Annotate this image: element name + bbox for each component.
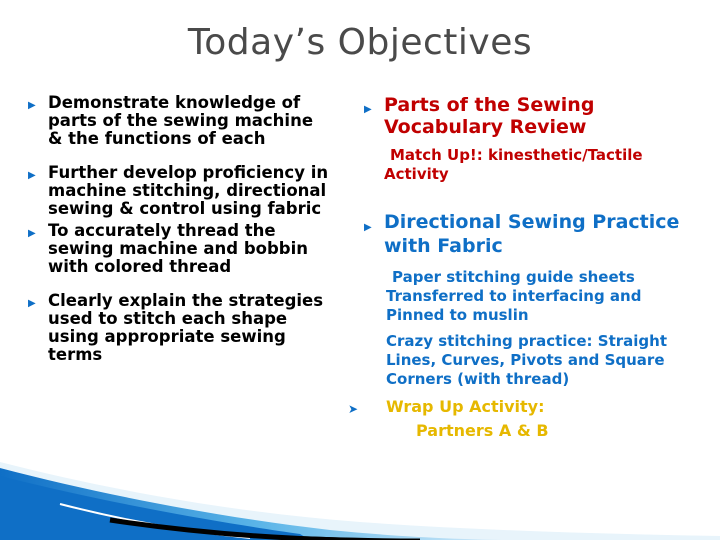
slide-title: Today’s Objectives (187, 22, 533, 63)
activity-wrap-up: ➤ Wrap Up Activity: (340, 397, 704, 417)
left-objectives-list (28, 94, 333, 380)
arrow-bullet-icon: ▶ (364, 104, 372, 115)
decorative-wave-graphic (0, 450, 720, 540)
arrow-bullet-icon: ▶ (28, 100, 36, 111)
paper-stitching-subitem: Paper stitching guide sheets Transferred to interfacing and Pinned to muslin (386, 268, 642, 324)
arrow-bullet-icon: ▶ (28, 170, 36, 181)
checkmark-bullet-icon: ➤ (348, 402, 359, 416)
arrow-bullet-icon: ▶ (28, 298, 36, 309)
arrow-bullet-icon: ▶ (364, 222, 372, 233)
objective-1: ▶ Demonstrate knowledge of parts of the sewing machine & the functions of each (28, 93, 314, 148)
activity-directional-sewing: ▶ Directional Sewing Practice with Fabric (364, 211, 680, 257)
match-up-subitem: Match Up!: kinesthetic/Tactile Activity (384, 146, 643, 183)
arrow-bullet-icon: ▶ (28, 228, 36, 239)
objective-4: ▶ Clearly explain the strategies used to stitch each shape using appropriate sewing terms (28, 291, 324, 364)
objective-2: ▶ Further develop proficiency in machine stitching, directional sewing & control using fabric (28, 163, 329, 218)
activity-vocabulary-review: ▶ Parts of the Sewing Vocabulary Review (364, 94, 595, 138)
right-activities-list (348, 94, 704, 441)
partners-subitem: Partners A & B (416, 421, 549, 440)
crazy-stitching-subitem: Crazy stitching practice: Straight Lines, Curves, Pivots and Square Corners (with thread) (386, 332, 667, 388)
objective-3: ▶ To accurately thread the sewing machine and bobbin with colored thread (28, 221, 309, 276)
